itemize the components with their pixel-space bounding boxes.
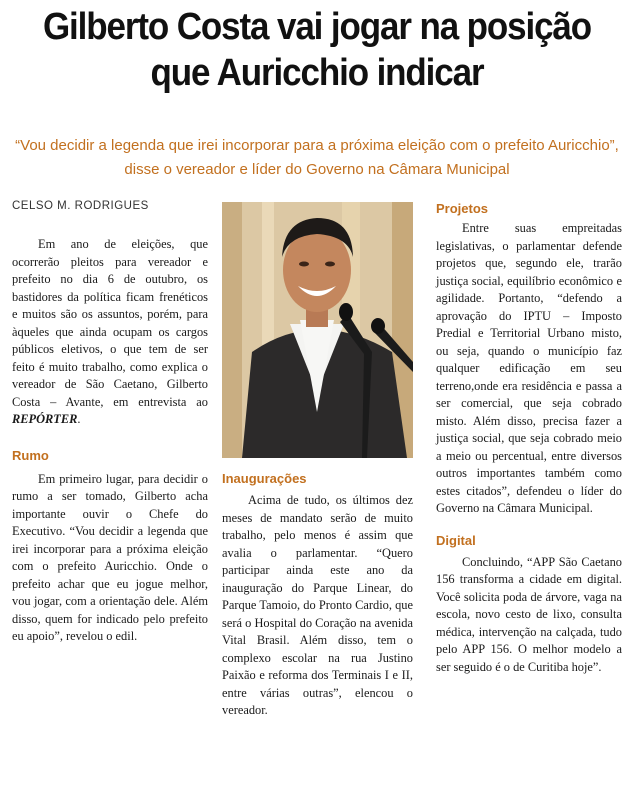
byline: CELSO M. RODRIGUES: [12, 200, 149, 212]
portrait-photo: [222, 202, 413, 458]
intro-end: .: [77, 412, 81, 426]
projetos-paragraph: Entre suas empreitadas legislativas, o parlamentar defende projetos que, segundo ele, trarão justiça social, equilíbrio econômico e agilidade. Portanto, “defendo a aprovação do IPTU – Imposto Predial e Territorial Urbano misto, ou seja, quando o município faz qualquer edificação em seu terreno,onde era residência e passa a ser comercial, que seja cobrado misto. Além disso, precisa fazer a justiça social, que seja cobrado meio a meio ou percentual, entre diversos outros importantes também como estes citados”, defendeu o líder do Governo na Câmara Municipal.: [436, 221, 622, 515]
inauguracoes-paragraph: Acima de tudo, os últimos dez meses de mandato serão de muito trabalho, pelo menos é assim que avalia o parlamentar. “Quero participar ainda este ano da inauguração do Parque Linear, do Parque Tamoio, do Pronto Cardio, que será o Hospital do Coração na avenida Vital Brasil. Além disso, tem o complexo escolar na rua Justino Paixão e reforma dos Terminais I e II, entre várias outras”, elencou o vereador.: [222, 493, 413, 717]
intro-text: Em ano de eleições, que ocorrerão pleitos para vereador e prefeito no dia 6 de outubro, os bastidores da política ficam frenéticos e muitos são os assuntos, porém, para àqueles que ainda ocupam os cargos públicos eletivos, o que tem de ser feito é muito trabalho, como explica o vereador de São Caetano, Gilberto Costa – Avante, em entrevista ao: [12, 237, 208, 409]
digital-paragraph: Concluindo, “APP São Caetano 156 transforma a cidade em digital. Você solicita poda de árvore, vaga na escola, novo cesto de lixo, consulta médica, intervenção na calçada, tudo pelo APP 156. O melhor modelo a ser seguido é o de Curitiba hoje”.: [436, 554, 622, 674]
section-heading-inauguracoes: Inaugurações: [222, 471, 307, 486]
newspaper-name: REPÓRTER: [12, 412, 78, 426]
portrait-illustration: [222, 202, 413, 458]
column-2: [222, 470, 413, 720]
section-heading-digital: Digital: [436, 532, 476, 548]
column-3: [436, 200, 622, 676]
intro-paragraph: [12, 236, 208, 429]
rumo-paragraph: Em primeiro lugar, para decidir o rumo a ser tomado, Gilberto acha importante ouvir o Chefe do Executivo. “Vou decidir a legenda que irei incorporar para a próxima eleição com o prefeito Auricchio. Onde o prefeito achar que eu jogue melhor, vou jogar, com a orientação dele. Além disso, quem for indicado pelo prefeito eu apoio”, revelou o edil.: [12, 471, 208, 643]
section-heading-rumo: Rumo: [12, 447, 49, 463]
section-heading-projetos: Projetos: [436, 201, 489, 216]
subheadline: “Vou decidir a legenda que irei incorporar para a próxima eleição com o prefeito Auricchio”, disse o vereador e líder do Governo na Câmara Municipal: [15, 137, 619, 178]
column-1: [12, 236, 208, 646]
headline: Gilberto Costa vai jogar na posição que Auricchio indicar: [42, 6, 592, 94]
